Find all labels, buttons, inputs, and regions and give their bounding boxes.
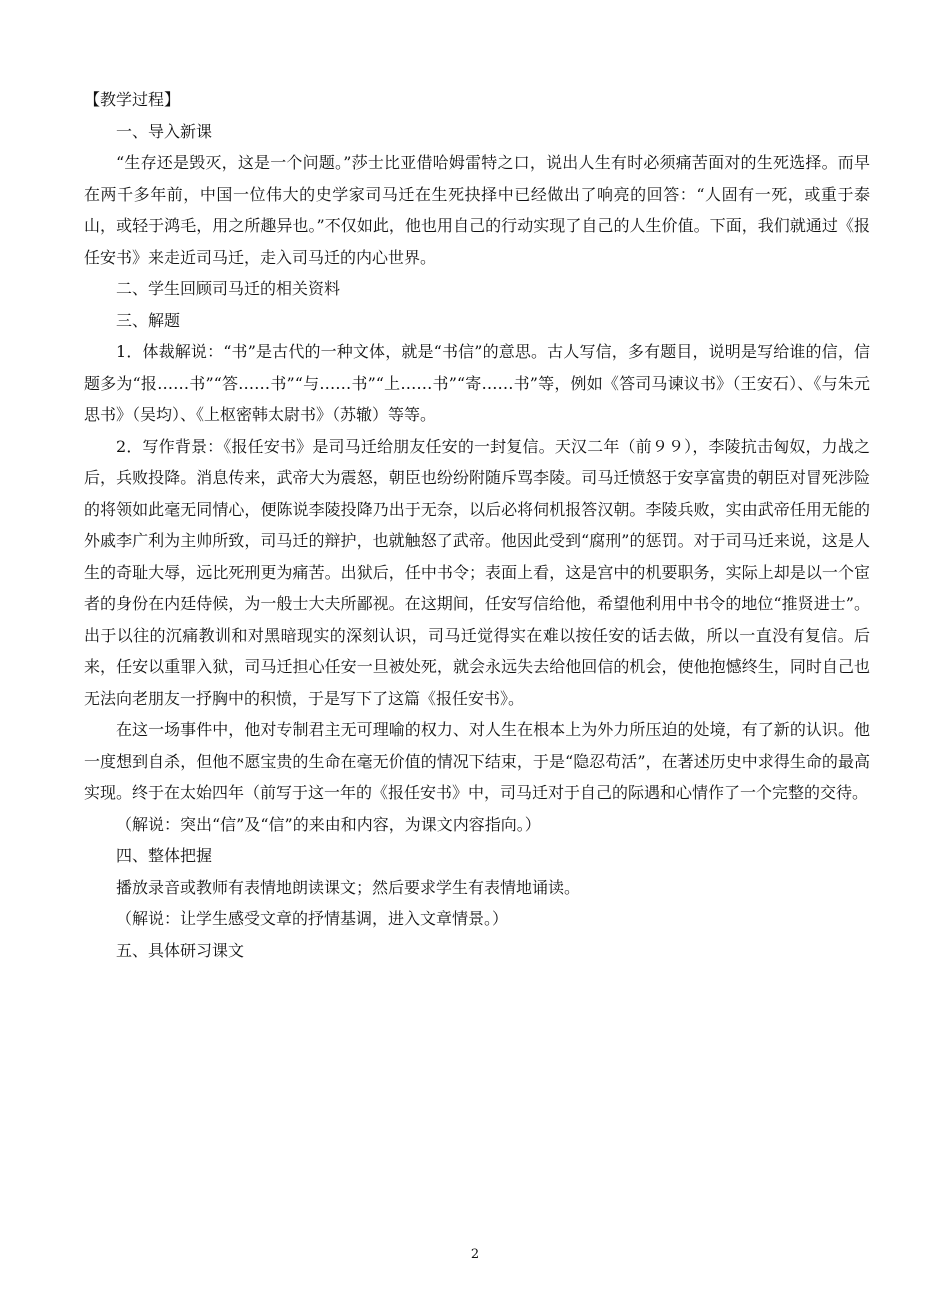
page-number: 2 [470, 1247, 480, 1262]
paragraph-background: 2．写作背景：《报任安书》是司马迁给朋友任安的一封复信。天汉二年（前９９），李陵抗击匈奴，力战之后，兵败投降。消息传来，武帝大为震怒，朝臣也纷纷附随斥骂李陵。司马迁愤怒于安享富贵的朝臣对冒死涉险的将领如此毫无同情心，便陈说李陵投降乃出于无奈，以后必将伺机报答汉朝。李陵兵败，实由武帝任用无能的外戚李广利为主帅所致，司马迁的辩护，也就触怒了武帝。他因此受到“腐刑”的惩罚。对于司马迁来说，这是人生的奇耻大辱，远比死刑更为痛苦。出狱后，任中书令；表面上看，这是宫中的机要职务，实际上却是以一个宦者的身份在内廷侍候，为一般士大夫所鄙视。在这期间，任安写信给他，希望他利用中书令的地位“推贤进士”。出于以往的沉痛教训和对黑暗现实的深刻认识，司马迁觉得实在难以按任安的话去做，所以一直没有复信。后来，任安以重罪入狱，司马迁担心任安一旦被处死，就会永远失去给他回信的机会，使他抱憾终生，同时自己也无法向老朋友一抒胸中的积愤，于是写下了这篇《报任安书》。 [84, 436, 870, 708]
heading-review: 二、学生回顾司马迁的相关资料 [116, 279, 341, 298]
instruction-reading: 播放录音或教师有表情地朗读课文；然后要求学生有表情地诵读。 [116, 877, 581, 897]
note-emotion: （解说：让学生感受文章的抒情基调，进入文章情景。） [116, 909, 509, 928]
paragraph-intro: “生存还是毁灭，这是一个问题。”莎士比亚借哈姆雷特之口，说出人生有时必须痛苦面对的生死选择。而早在两千多年前，中国一位伟大的史学家司马迁在生死抉择中已经做出了响亮的回答：“人固有一死，或重于泰山，或轻于鸿毛，用之所趣异也。”不仅如此，他也用自己的行动实现了自己的人生价值。下面，我们就通过《报任安书》来走近司马迁，走入司马迁的内心世界。 [84, 153, 870, 267]
document-body [84, 84, 870, 966]
note-letter: （解说：突出“信”及“信”的来由和内容，为课文内容指向。） [116, 814, 541, 834]
heading-intro: 一、导入新课 [116, 121, 213, 141]
section-title: 【教学过程】 [84, 90, 181, 109]
heading-overview: 四、整体把握 [116, 846, 213, 865]
paragraph-event: 在这一场事件中，他对专制君主无可理喻的权力、对人生在根本上为外力所压迫的处境，有了新的认识。他一度想到自杀，但他不愿宝贵的生命在毫无价值的情况下结束，于是“隐忍苟活”，在著述历史中求得生命的最高实现。终于在太始四年（前写于这一年的《报任安书》中，司马迁对于自己的际遇和心情作了一个完整的交待。 [84, 720, 870, 802]
heading-title-explanation: 三、解题 [116, 310, 181, 330]
heading-study: 五、具体研习课文 [116, 940, 245, 960]
paragraph-genre: 1．体裁解说：“书”是古代的一种文体，就是“书信”的意思。古人写信，多有题目，说明是写给谁的信，信题多为“报……书”“答……书”“与……书”“上……书”“寄……书”等，例如《答司马谏议书》（王安石）、《与朱元思书》（吴均）、《上枢密韩太尉书》（苏辙）等等。 [84, 342, 870, 424]
